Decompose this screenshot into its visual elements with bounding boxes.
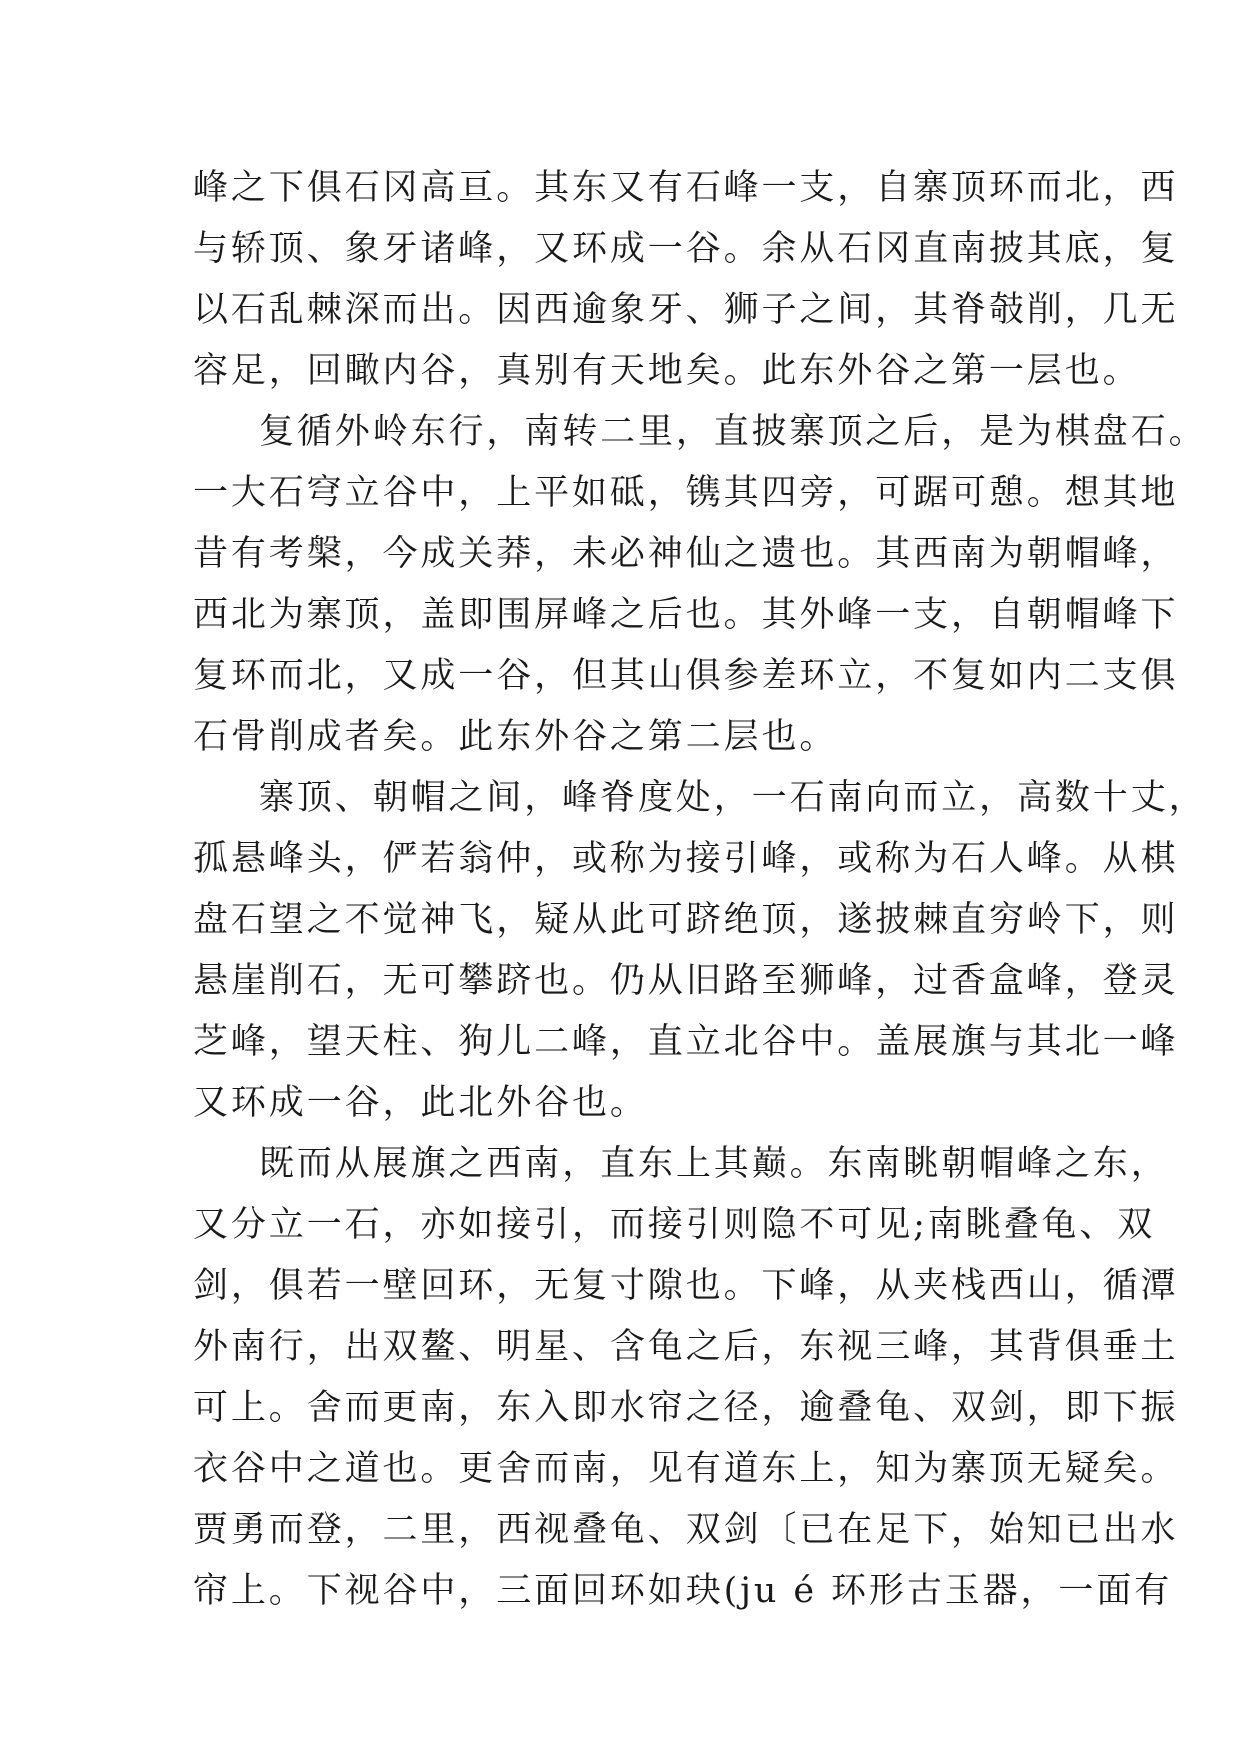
paragraph-start-line: 寨顶、朝帽之间，峰脊度处，一石南向而立，高数十丈， xyxy=(259,778,1207,818)
text-line: 孤悬峰头，俨若翁仲，或称为接引峰，或称为石人峰。从棋 xyxy=(193,839,1179,879)
text-line: 衣谷中之道也。更舍而南，见有道东上，知为寨顶无疑矣。 xyxy=(193,1449,1179,1489)
paragraph-start-line: 既而从展旗之西南，直东上其巅。东南眺朝帽峰之东， xyxy=(259,1144,1169,1184)
text-line: 剑，俱若一壁回环，无复寸隙也。下峰，从夹栈西山，循潭 xyxy=(193,1266,1179,1306)
text-line: 又环成一谷，此北外谷也。 xyxy=(193,1083,648,1123)
text-line: 盘石望之不觉神飞，疑从此可跻绝顶，遂披棘直穷岭下，则 xyxy=(193,900,1179,940)
text-line: 芝峰，望天柱、狗儿二峰，直立北谷中。盖展旗与其北一峰 xyxy=(193,1022,1179,1062)
text-line: 贾勇而登，二里，西视叠龟、双剑〔已在足下，始知已出水 xyxy=(193,1510,1179,1550)
text-line: 峰之下俱石冈高亘。其东又有石峰一支，自寨顶环而北，西 xyxy=(193,168,1179,208)
text-line: 外南行，出双鳌、明星、含龟之后，东视三峰，其背俱垂土 xyxy=(193,1327,1179,1367)
text-line: 又分立一石，亦如接引，而接引则隐不可见;南眺叠龟、双 xyxy=(193,1205,1156,1245)
text-line: 复环而北，又成一谷，但其山俱参差环立，不复如内二支俱 xyxy=(193,656,1179,696)
text-line: 石骨削成者矣。此东外谷之第二层也。 xyxy=(193,717,838,757)
text-line: 容足，回瞰内谷，真别有天地矣。此东外谷之第一层也。 xyxy=(193,351,1141,391)
text-line: 帘上。下视谷中，三面回环如玦(ju é 环形古玉器，一面有 xyxy=(193,1571,1173,1611)
text-line: 一大石穹立谷中，上平如砥，镌其四旁，可踞可憩。想其地 xyxy=(193,473,1179,513)
text-line: 与轿顶、象牙诸峰，又环成一谷。余从石冈直南披其底，复 xyxy=(193,229,1179,269)
paragraph-start-line: 复循外岭东行，南转二里，直披寨顶之后，是为棋盘石。 xyxy=(259,412,1207,452)
text-line: 西北为寨顶，盖即围屏峰之后也。其外峰一支，自朝帽峰下 xyxy=(193,595,1179,635)
body-text xyxy=(193,158,1207,1622)
text-line: 悬崖削石，无可攀跻也。仍从旧路至狮峰，过香盒峰，登灵 xyxy=(193,961,1179,1001)
text-line: 昔有考槃，今成关莽，未必神仙之遗也。其西南为朝帽峰， xyxy=(193,534,1179,574)
text-line: 以石乱棘深而出。因西逾象牙、狮子之间，其脊攲削，几无 xyxy=(193,290,1179,330)
text-line: 可上。舍而更南，东入即水帘之径，逾叠龟、双剑，即下振 xyxy=(193,1388,1179,1428)
